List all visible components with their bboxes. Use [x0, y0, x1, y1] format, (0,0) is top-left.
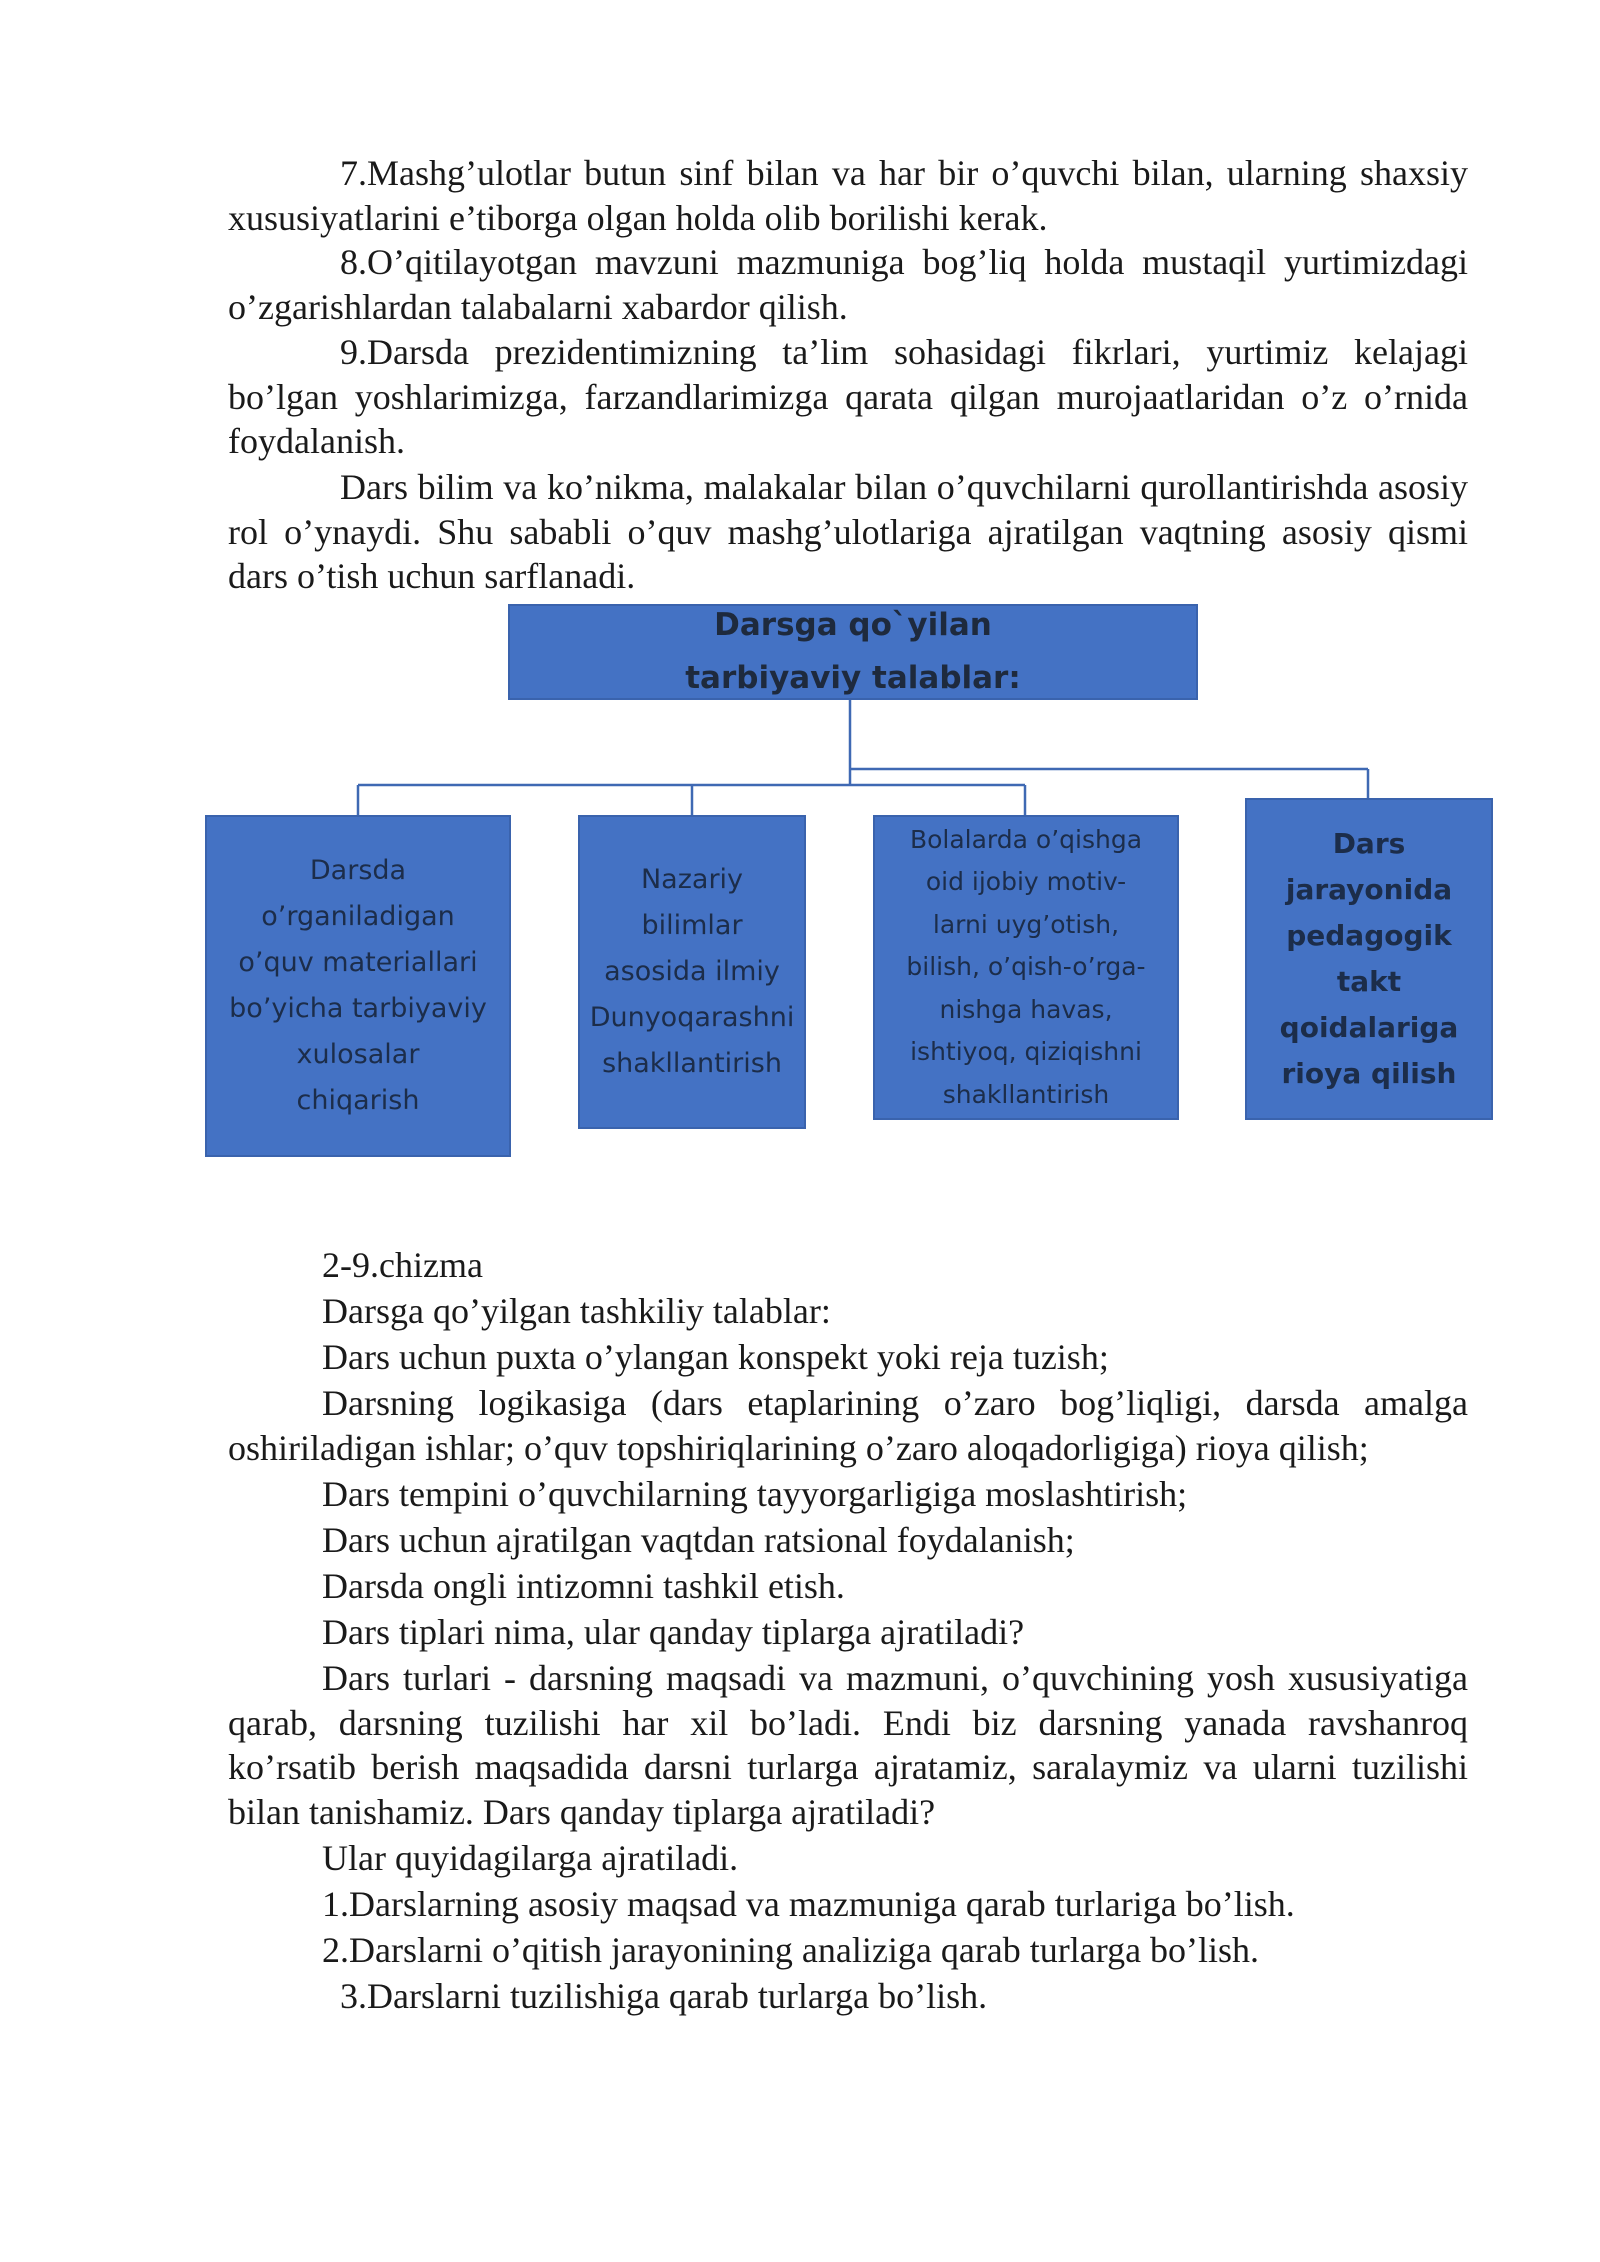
diagram-child-box-2 — [578, 815, 806, 1129]
diagram-child-label-4: Dars jarayonida pedagogik takt qoidalariga rioya qilish — [1279, 827, 1459, 1090]
paragraph-item-9: 9.Darsda prezidentimizning ta’lim sohasidagi fikrlari, yurtimiz kelajagi bo’lgan yoshlarimizga, farzandlarimizga qarata qilgan murojaatlaridan o’z o’rnida foydalanish. — [228, 332, 1468, 461]
diagram-root-box — [508, 604, 1198, 700]
diagram-child-box-3 — [873, 815, 1179, 1120]
figure-caption: 2-9.chizma — [322, 1245, 483, 1285]
list-item-2: 2.Darslarni o’qitish jarayonining analiziga qarab turlarga bo’lish. — [322, 1930, 1260, 1970]
paragraph-intizom: Darsda ongli intizomni tashkil etish. — [322, 1566, 845, 1606]
diagram-child-label-1: Darsda o’rganiladigan o’quv materiallari bo’yicha tarbiyaviy xulosalar chiqarish — [229, 855, 487, 1116]
paragraph-tashkiliy-talablar: Darsga qo’yilgan tashkiliy talablar: — [322, 1291, 831, 1331]
paragraph-konspekt: Dars uchun puxta o’ylangan konspekt yoki reja tuzish; — [322, 1337, 1109, 1377]
list-item-1: 1.Darslarning asosiy maqsad va mazmuniga qarab turlariga bo’lish. — [322, 1884, 1295, 1924]
list-item-3: 3.Darslarni tuzilishiga qarab turlarga bo’lish. — [340, 1976, 988, 2016]
diagram-child-label-2: Nazariy bilimlar asosida ilmiy Dunyoqarashni shakllantirish — [589, 864, 795, 1079]
paragraph-logika: Darsning logikasiga (dars etaplarining o’zaro bog’liqligi, darsda amalga oshiriladigan ishlar; o’quv topshiriqlarining o’zaro aloqadorligiga) rioya qilish; — [228, 1383, 1468, 1468]
paragraph-item-7: 7.Mashg’ulotlar butun sinf bilan va har bir o’quvchi bilan, ularning shaxsiy xususiyatlarini e’tiborga olgan holda olib borilishi kerak. — [228, 153, 1468, 238]
diagram-root-label: Darsga qo`yilan tarbiyaviy talablar: — [685, 607, 1021, 696]
paragraph-temp: Dars tempini o’quvchilarning tayyorgarligiga moslashtirish; — [322, 1474, 1188, 1514]
diagram-child-box-1 — [205, 815, 511, 1157]
paragraph-vaqt: Dars uchun ajratilgan vaqtdan ratsional foydalanish; — [322, 1520, 1075, 1560]
paragraph-dars-tiplari-savol: Dars tiplari nima, ular qanday tiplarga ajratiladi? — [322, 1612, 1025, 1652]
paragraph-dars-bilim: Dars bilim va ko’nikma, malakalar bilan o’quvchilarni qurollantirishda asosiy rol o’ynaydi. Shu sababli o’quv mashg’ulotlariga ajratilgan vaqtning asosiy qismi dars o’tish uchun sarflanadi. — [228, 467, 1468, 596]
diagram-child-box-4 — [1245, 798, 1493, 1120]
paragraph-item-8: 8.O’qitilayotgan mavzuni mazmuniga bog’liq holda mustaqil yurtimizdagi o’zgarishlardan talabalarni xabardor qilish. — [228, 242, 1468, 327]
diagram-child-label-3: Bolalarda o’qishga oid ijobiy motiv- larni uyg’otish, bilish, o’qish-o’rga- nishga havas, ishtiyoq, qiziqishni shakllantirish — [906, 824, 1146, 1109]
paragraph-ajratiladi: Ular quyidagilarga ajratiladi. — [322, 1838, 739, 1878]
paragraph-dars-turlari: Dars turlari - darsning maqsadi va mazmuni, o’quvchining yosh xususiyatiga qarab, darsning tuzilishi har xil bo’ladi. Endi biz darsning yanada ravshanroq ko’rsatib berish maqsadida darsni turlarga ajratamiz, saralaymiz va ularni tuzilishi bilan tanishamiz. Dars qanday tiplarga ajratiladi? — [228, 1658, 1468, 1832]
